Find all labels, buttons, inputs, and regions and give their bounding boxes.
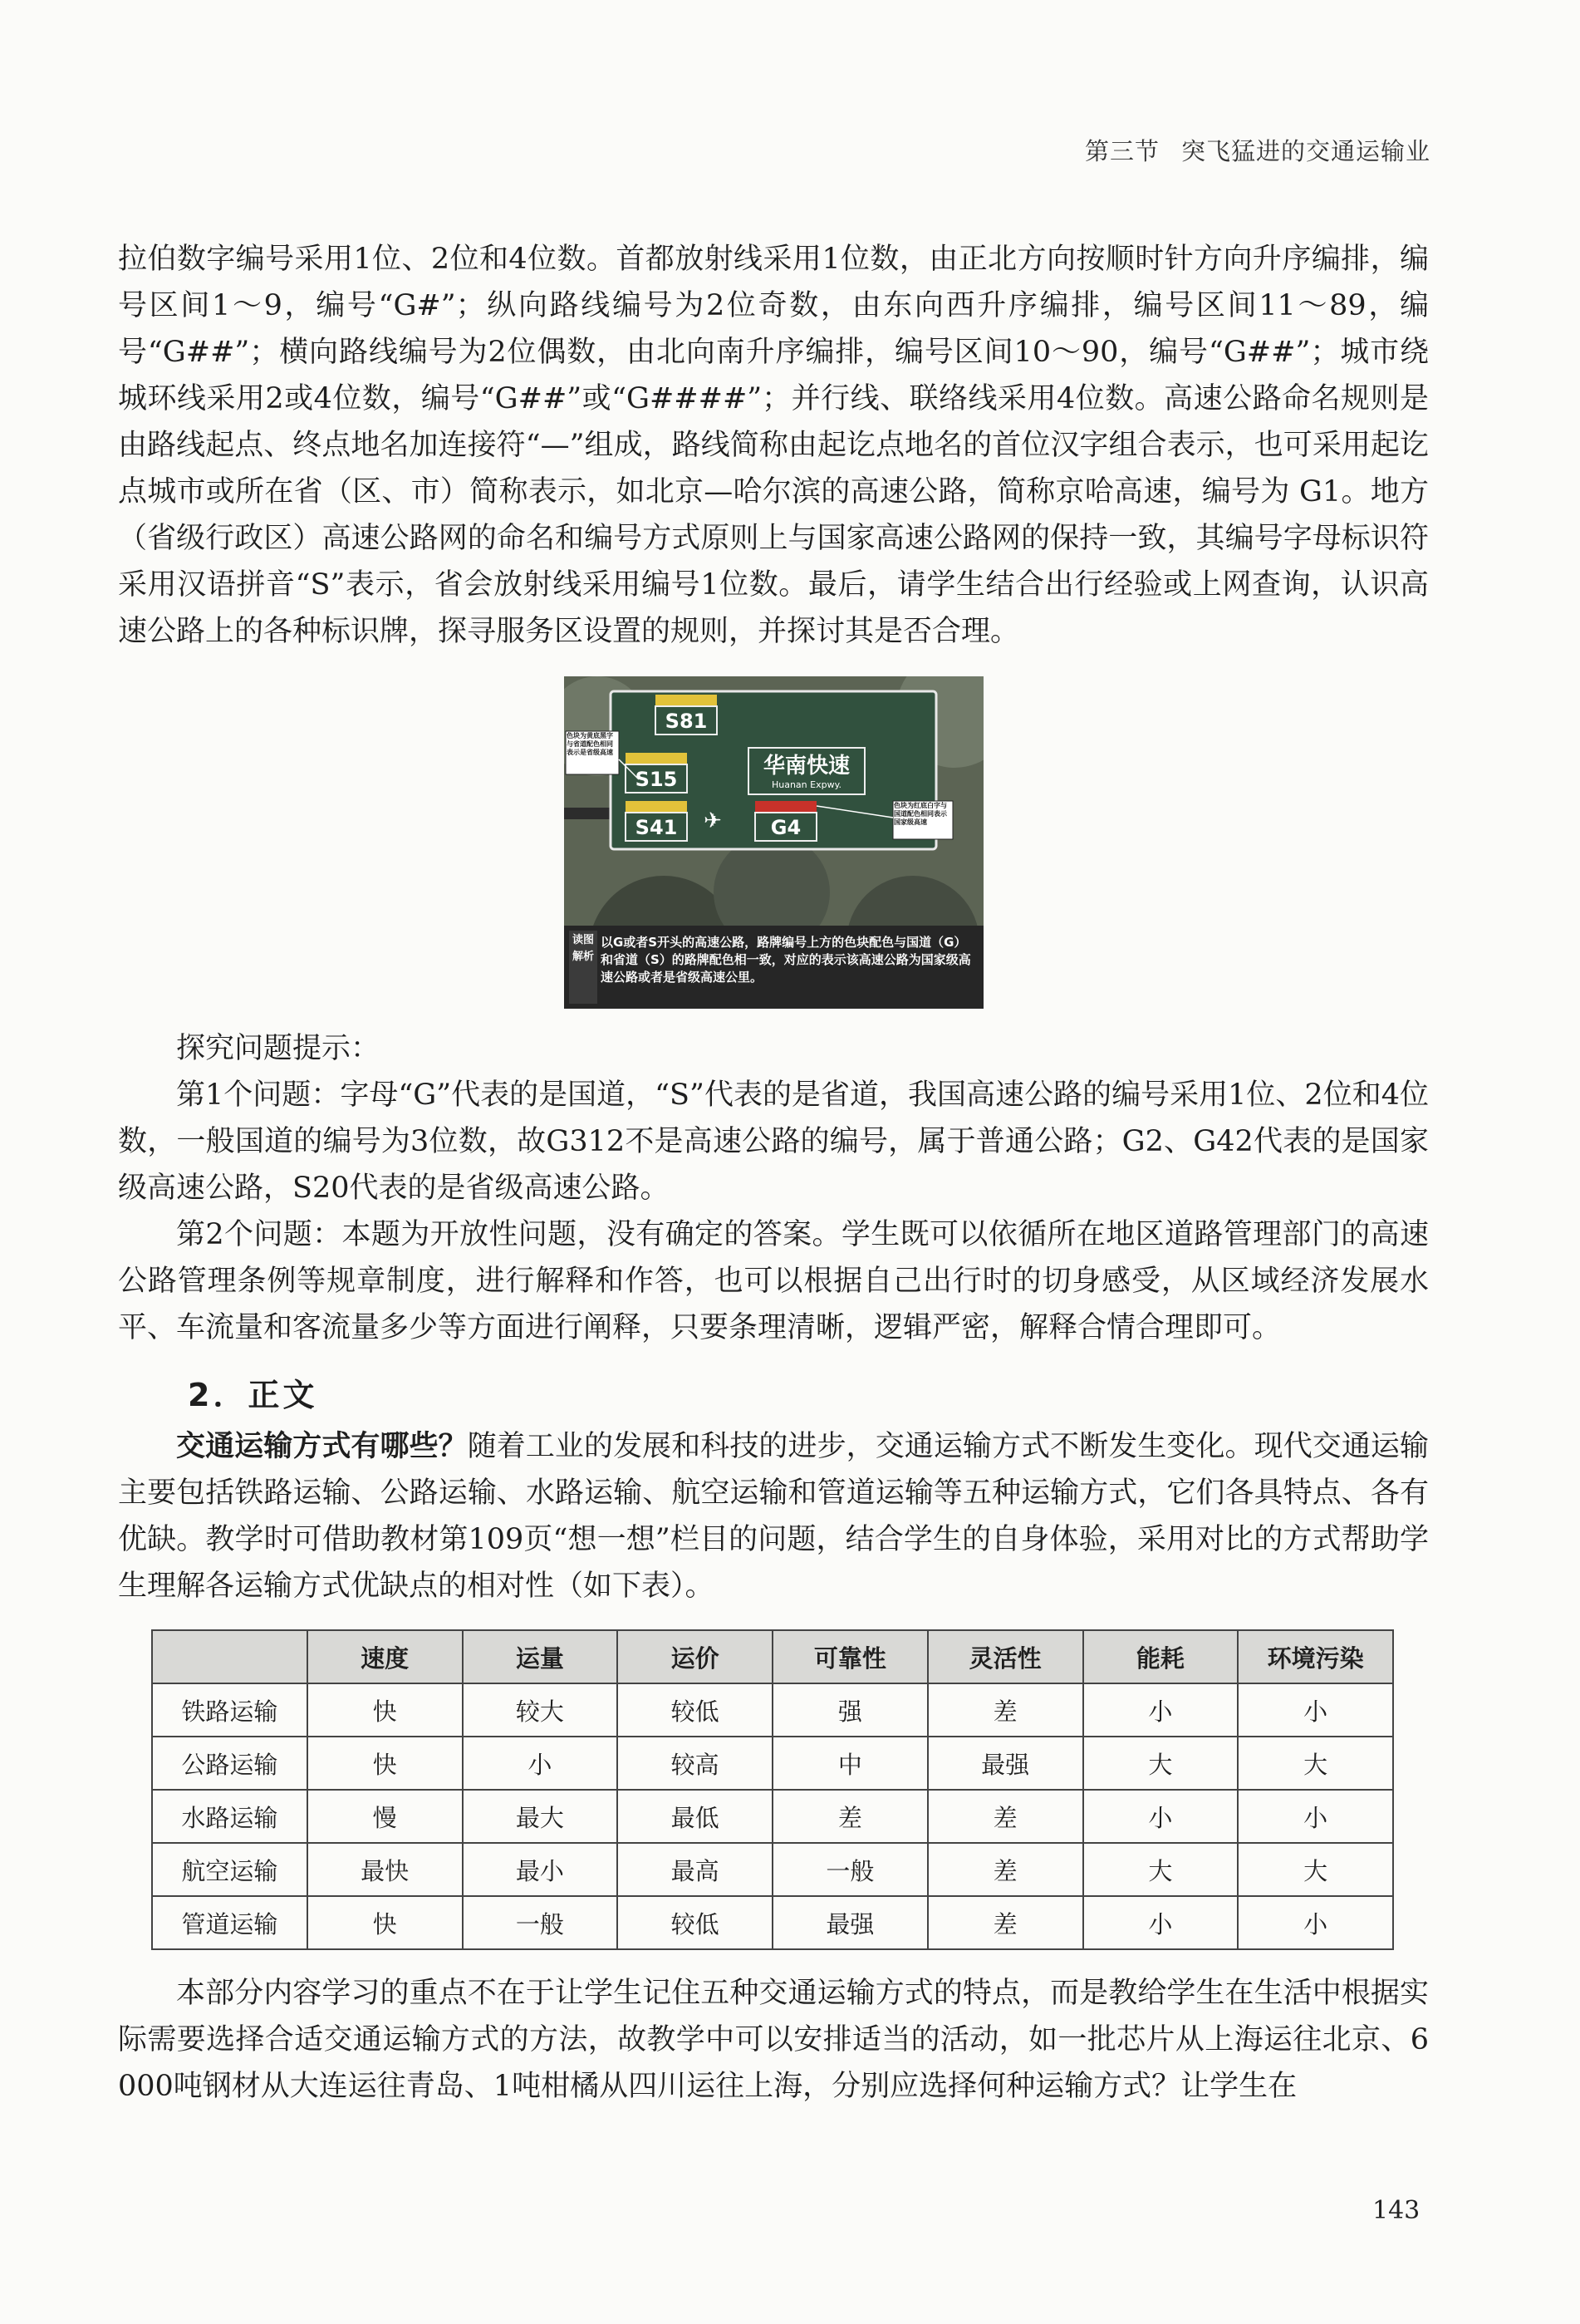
header-section: 第三节 bbox=[1084, 137, 1160, 165]
table-cell: 差 bbox=[928, 1896, 1083, 1949]
table-cell: 差 bbox=[928, 1790, 1083, 1843]
table-cell: 较大 bbox=[463, 1683, 618, 1737]
table-header-cell: 灵活性 bbox=[928, 1630, 1083, 1683]
table-cell: 小 bbox=[1238, 1683, 1393, 1737]
page-content bbox=[118, 236, 1429, 2110]
table-cell: 最快 bbox=[307, 1843, 463, 1896]
table-cell: 最强 bbox=[928, 1737, 1083, 1790]
table-row bbox=[152, 1843, 1393, 1896]
table-cell: 水路运输 bbox=[152, 1790, 307, 1843]
callout-right: 色块为红底白字与国道配色相同表示国家级高速 bbox=[893, 802, 947, 826]
table-cell: 最高 bbox=[617, 1843, 773, 1896]
table-cell: 最低 bbox=[617, 1790, 773, 1843]
sign-code-g4: G4 bbox=[770, 816, 801, 839]
table-cell: 一般 bbox=[463, 1896, 618, 1949]
table-header-row bbox=[152, 1630, 1393, 1683]
sign-code-s41: S41 bbox=[635, 816, 677, 839]
hint-title: 探究问题提示： bbox=[176, 1032, 380, 1065]
table-cell: 小 bbox=[463, 1737, 618, 1790]
header-title: 突飞猛进的交通运输业 bbox=[1180, 137, 1430, 165]
table-cell: 最大 bbox=[463, 1790, 618, 1843]
table-cell: 快 bbox=[307, 1737, 463, 1790]
table-header-cell: 速度 bbox=[307, 1630, 463, 1683]
table-cell: 小 bbox=[1238, 1896, 1393, 1949]
table-cell: 一般 bbox=[773, 1843, 928, 1896]
s81-color-block bbox=[655, 695, 717, 706]
highway-sign-photo bbox=[564, 676, 984, 1009]
table-cell: 小 bbox=[1238, 1790, 1393, 1843]
callout-left: 色块为黄底黑字与省道配色相同表示是省级高速 bbox=[566, 732, 613, 756]
table-cell: 航空运输 bbox=[152, 1843, 307, 1896]
table-cell: 快 bbox=[307, 1683, 463, 1737]
table-header-cell: 可靠性 bbox=[773, 1630, 928, 1683]
table-cell: 较低 bbox=[617, 1683, 773, 1737]
table-cell: 小 bbox=[1083, 1790, 1239, 1843]
transport-comparison-table bbox=[151, 1629, 1394, 1950]
table-header-cell: 能耗 bbox=[1083, 1630, 1239, 1683]
running-header bbox=[1085, 133, 1430, 167]
table-cell: 大 bbox=[1238, 1843, 1393, 1896]
paragraph-transport-modes bbox=[118, 1423, 1429, 1609]
figure-caption: 以G或者S开头的高速公路，路牌编号上方的色块配色与国道（G）和省道（S）的路牌配色相一致，对应的表示该高速公路为国家级高速公路或者是省级高速公里。 bbox=[600, 935, 971, 985]
hint-question-1: 第1个问题：字母“G”代表的是国道，“S”代表的是省道，我国高速公路的编号采用1位、2位和4位数，一般国道的编号为3位数，故G312不是高速公路的编号，属于普通公路；G2、G42代表的是国家级高速公路，S20代表的是省级高速公路。 bbox=[118, 1078, 1429, 1205]
sign-code-s15: S15 bbox=[635, 768, 677, 791]
table-cell: 差 bbox=[773, 1790, 928, 1843]
paragraph-activity: 本部分内容学习的重点不在于让学生记住五种交通运输方式的特点，而是教给学生在生活中根据实际需要选择合适交通运输方式的方法，故教学中可以安排适当的活动，如一批芯片从上海运往北京、6 000吨钢材从大连运往青岛、1吨柑橘从四川运往上海，分别应选择何种运输方式？让学生在 bbox=[118, 1977, 1429, 2103]
table-cell: 快 bbox=[307, 1896, 463, 1949]
table-row bbox=[152, 1683, 1393, 1737]
table-cell: 公路运输 bbox=[152, 1737, 307, 1790]
table-cell: 最小 bbox=[463, 1843, 618, 1896]
table-cell: 大 bbox=[1083, 1737, 1239, 1790]
sign-name-en: Huanan Expwy. bbox=[771, 779, 842, 790]
airplane-icon: ✈ bbox=[703, 808, 722, 833]
table-header-cell bbox=[152, 1630, 307, 1683]
table-cell: 最强 bbox=[773, 1896, 928, 1949]
table-row bbox=[152, 1737, 1393, 1790]
highway-sign-figure bbox=[564, 676, 984, 1009]
table-cell: 小 bbox=[1083, 1683, 1239, 1737]
table-cell: 差 bbox=[928, 1683, 1083, 1737]
hint-question-2: 第2个问题：本题为开放性问题，没有确定的答案。学生既可以依循所在地区道路管理部门的高速公路管理条例等规章制度，进行解释和作答，也可以根据自己出行时的切身感受，从区域经济发展水平、车流量和客流量多少等方面进行阐释，只要条理清晰，逻辑严密，解释合情合理即可。 bbox=[118, 1218, 1429, 1344]
page-number: 143 bbox=[1372, 2196, 1421, 2225]
table-row bbox=[152, 1896, 1393, 1949]
lead-question: 交通运输方式有哪些？ bbox=[176, 1430, 468, 1463]
table-cell: 强 bbox=[773, 1683, 928, 1737]
table-header-cell: 运量 bbox=[463, 1630, 618, 1683]
sign-code-s81: S81 bbox=[665, 710, 707, 733]
table-row bbox=[152, 1790, 1393, 1843]
table-header-cell: 运价 bbox=[617, 1630, 773, 1683]
table-cell: 差 bbox=[928, 1843, 1083, 1896]
sign-name: 华南快速 bbox=[763, 754, 850, 779]
section-heading: 2．正文 bbox=[188, 1377, 318, 1413]
table-cell: 铁路运输 bbox=[152, 1683, 307, 1737]
table-cell: 中 bbox=[773, 1737, 928, 1790]
paragraph-numbering-rules: 拉伯数字编号采用1位、2位和4位数。首都放射线采用1位数，由正北方向按顺时针方向升序编排，编号区间1～9，编号“G#”；纵向路线编号为2位奇数，由东向西升序编排，编号区间11～89，编号“G##”；横向路线编号为2位偶数，由北向南升序编排，编号区间10～90，编号“G##”；城市绕城环线采用2或4位数，编号“G##”或“G####”；并行线、联络线采用4位数。高速公路命名规则是由路线起点、终点地名加连接符“—”组成，路线简称由起讫点地名的首位汉字组合表示，也可采用起讫点城市或所在省（区、市）简称表示，如北京—哈尔滨的高速公路，简称京哈高速，编号为 G1。地方（省级行政区）高速公路网的命名和编号方式原则上与国家高速公路网的保持一致，其编号字母标识符采用汉语拼音“S”表示，省会放射线采用编号1位数。最后，请学生结合出行经验或上网查询，认识高速公路上的各种标识牌，探寻服务区设置的规则，并探讨其是否合理。 bbox=[118, 243, 1429, 648]
table-cell: 管道运输 bbox=[152, 1896, 307, 1949]
table-cell: 慢 bbox=[307, 1790, 463, 1843]
table-cell: 较低 bbox=[617, 1896, 773, 1949]
transport-intro: 随着工业的发展和科技的进步，交通运输方式不断发生变化。现代交通运输主要包括铁路运输、公路运输、水路运输、航空运输和管道运输等五种运输方式，它们各具特点、各有优缺。教学时可借助教材第109页“想一想”栏目的问题，结合学生的自身体验，采用对比的方式帮助学生理解各运输方式优缺点的相对性（如下表）。 bbox=[118, 1430, 1429, 1603]
table-cell: 大 bbox=[1083, 1843, 1239, 1896]
table-header-cell: 环境污染 bbox=[1238, 1630, 1393, 1683]
figure-side-label: 读图解析 bbox=[572, 934, 594, 963]
table-cell: 较高 bbox=[617, 1737, 773, 1790]
table-cell: 小 bbox=[1083, 1896, 1239, 1949]
table-cell: 大 bbox=[1238, 1737, 1393, 1790]
